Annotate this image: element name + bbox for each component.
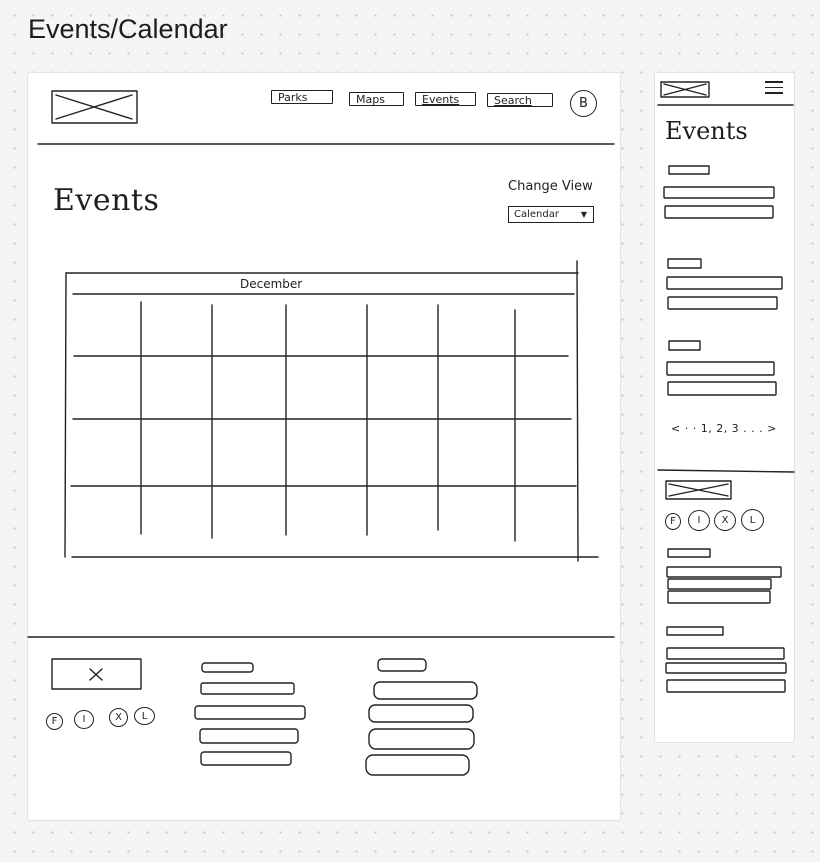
mobile-frame: [654, 72, 795, 743]
facebook-icon[interactable]: F: [665, 513, 681, 530]
mobile-page-title: Events: [665, 117, 748, 145]
instagram-icon[interactable]: I: [74, 710, 94, 729]
x-twitter-icon[interactable]: X: [714, 510, 736, 531]
change-view-label: Change View: [508, 179, 593, 194]
account-icon[interactable]: B: [570, 90, 597, 117]
calendar-month: December: [240, 277, 303, 291]
nav-events-button[interactable]: Events: [415, 92, 476, 106]
footer-links-column-2: [366, 659, 477, 775]
desktop-frame: [27, 72, 621, 821]
caret-down-icon: ▼: [580, 210, 587, 219]
mobile-footer-links-2: [666, 627, 786, 692]
mobile-logo-placeholder-icon: [661, 82, 709, 97]
nav-maps-button[interactable]: Maps: [349, 92, 404, 106]
nav-parks-button[interactable]: Parks: [271, 90, 333, 104]
mobile-footer-divider: [658, 470, 794, 472]
mobile-sketch-lines: [655, 73, 794, 742]
linkedin-icon[interactable]: L: [134, 707, 155, 725]
x-twitter-icon[interactable]: X: [109, 708, 128, 727]
board-title: Events/Calendar: [28, 14, 228, 44]
hamburger-menu-icon[interactable]: [765, 80, 783, 94]
view-select[interactable]: [508, 206, 594, 223]
footer-links-column-1: [195, 663, 305, 765]
event-list-item: [667, 341, 776, 395]
facebook-icon[interactable]: F: [46, 713, 63, 730]
mobile-footer-logo-placeholder-icon: [666, 481, 731, 499]
pagination[interactable]: < · · 1, 2, 3 . . . >: [671, 422, 777, 435]
event-list-item: [667, 259, 782, 309]
instagram-icon[interactable]: I: [688, 510, 710, 531]
logo-placeholder-icon: [52, 91, 137, 123]
event-list-item: [664, 166, 774, 218]
linkedin-icon[interactable]: L: [741, 509, 764, 531]
footer-logo-placeholder-icon: [52, 659, 141, 689]
view-select-value: Calendar: [514, 209, 559, 220]
calendar-grid: [65, 261, 598, 561]
page-title: Events: [53, 183, 160, 218]
nav-search-button[interactable]: Search: [487, 93, 553, 107]
mobile-footer-links-1: [667, 549, 781, 603]
